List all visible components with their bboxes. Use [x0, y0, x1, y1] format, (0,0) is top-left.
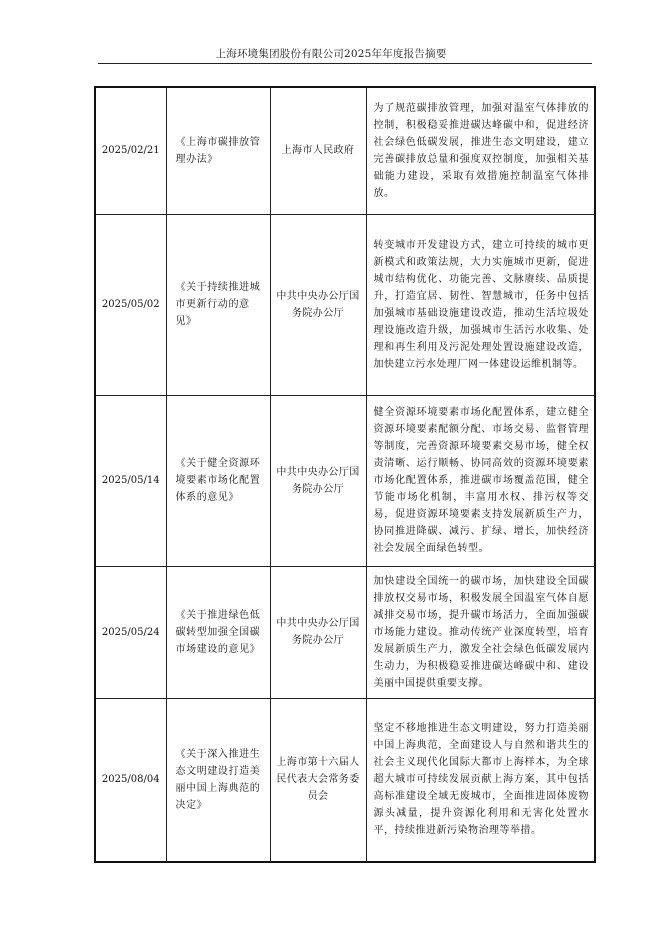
issuer-cell: 中共中央办公厅国务院办公厅: [270, 214, 366, 395]
page-header-title: 上海环境集团股份有限公司2025年年度报告摘要: [215, 48, 447, 60]
table-row: [95, 395, 595, 566]
date-cell: 2025/02/21: [95, 87, 166, 214]
table-row: [95, 87, 595, 214]
issuer-cell: 上海市人民政府: [270, 87, 366, 214]
summary-cell: 转变城市开发建设方式，建立可持续的城市更新模式和政策法规，大力实施城市更新，促进城市结构优化、功能完善、文脉赓续、品质提升，打造宜居、韧性、智慧城市，任务中包括加强城市基础设施建设改造，推动生活垃圾处理设施改造升级，加强城市生活污水收集、处理和再生利用及污泥处理处置设施建设改造，加快建立污水处理厂网一体建设运维机制等。: [366, 214, 595, 395]
date-cell: 2025/05/24: [95, 566, 166, 698]
document-title-cell: 《关于深入推进生态文明建设打造美丽中国上海典范的决定》: [166, 698, 270, 862]
summary-cell: 健全资源环境要素市场化配置体系，建立健全资源环境要素配额分配、市场交易、监督管理等制度，完善资源环境要素交易市场，健全权责清晰、运行顺畅、协同高效的资源环境要素市场化配置体系，推进碳市场覆盖范围，健全节能市场化机制，丰富用水权、排污权等交易，促进资源环境要素支持发展新质生产力，协同推进降碳、减污、扩绿、增长，加快经济社会发展全面绿色转型。: [366, 395, 595, 566]
header-divider: [98, 63, 592, 64]
date-cell: 2025/05/14: [95, 395, 166, 566]
issuer-cell: 中共中央办公厅国务院办公厅: [270, 566, 366, 698]
table-row: [95, 566, 595, 698]
document-title-cell: 《关于推进绿色低碳转型加强全国碳市场建设的意见》: [166, 566, 270, 698]
issuer-cell: 中共中央办公厅国务院办公厅: [270, 395, 366, 566]
summary-cell: 坚定不移地推进生态文明建设，努力打造美丽中国上海典范，全面建设人与自然和谐共生的社会主义现代化国际大都市上海样本，为全球超大城市可持续发展贡献上海方案，其中包括高标准建设全域无废城市，全面推进固体废物源头减量，提升资源化利用和无害化处置水平，持续推进新污染物治理等举措。: [366, 698, 595, 862]
table-row: [95, 698, 595, 862]
document-title-cell: 《上海市碳排放管理办法》: [166, 87, 270, 214]
date-cell: 2025/08/04: [95, 698, 166, 862]
document-title-cell: 《关于持续推进城市更新行动的意见》: [166, 214, 270, 395]
date-cell: 2025/05/02: [95, 214, 166, 395]
policy-table: [94, 86, 596, 863]
summary-cell: 加快建设全国统一的碳市场，加快建设全国碳排放权交易市场，积极发展全国温室气体自愿减排交易市场，提升碳市场活力，全面加强碳市场能力建设。推动传统产业深度转型，培育发展新质生产力，激发全社会绿色低碳发展内生动力，为积极稳妥推进碳达峰碳中和、建设美丽中国提供重要支撑。: [366, 566, 595, 698]
document-title-cell: 《关于健全资源环境要素市场化配置体系的意见》: [166, 395, 270, 566]
table-row: [95, 214, 595, 395]
summary-cell: 为了规范碳排放管理，加强对温室气体排放的控制，积极稳妥推进碳达峰碳中和，促进经济社会绿色低碳发展，推进生态文明建设，建立完善碳排放总量和强度双控制度，加强相关基础能力建设，采取有效措施控制温室气体排放。: [366, 87, 595, 214]
issuer-cell: 上海市第十六届人民代表大会常务委员会: [270, 698, 366, 862]
